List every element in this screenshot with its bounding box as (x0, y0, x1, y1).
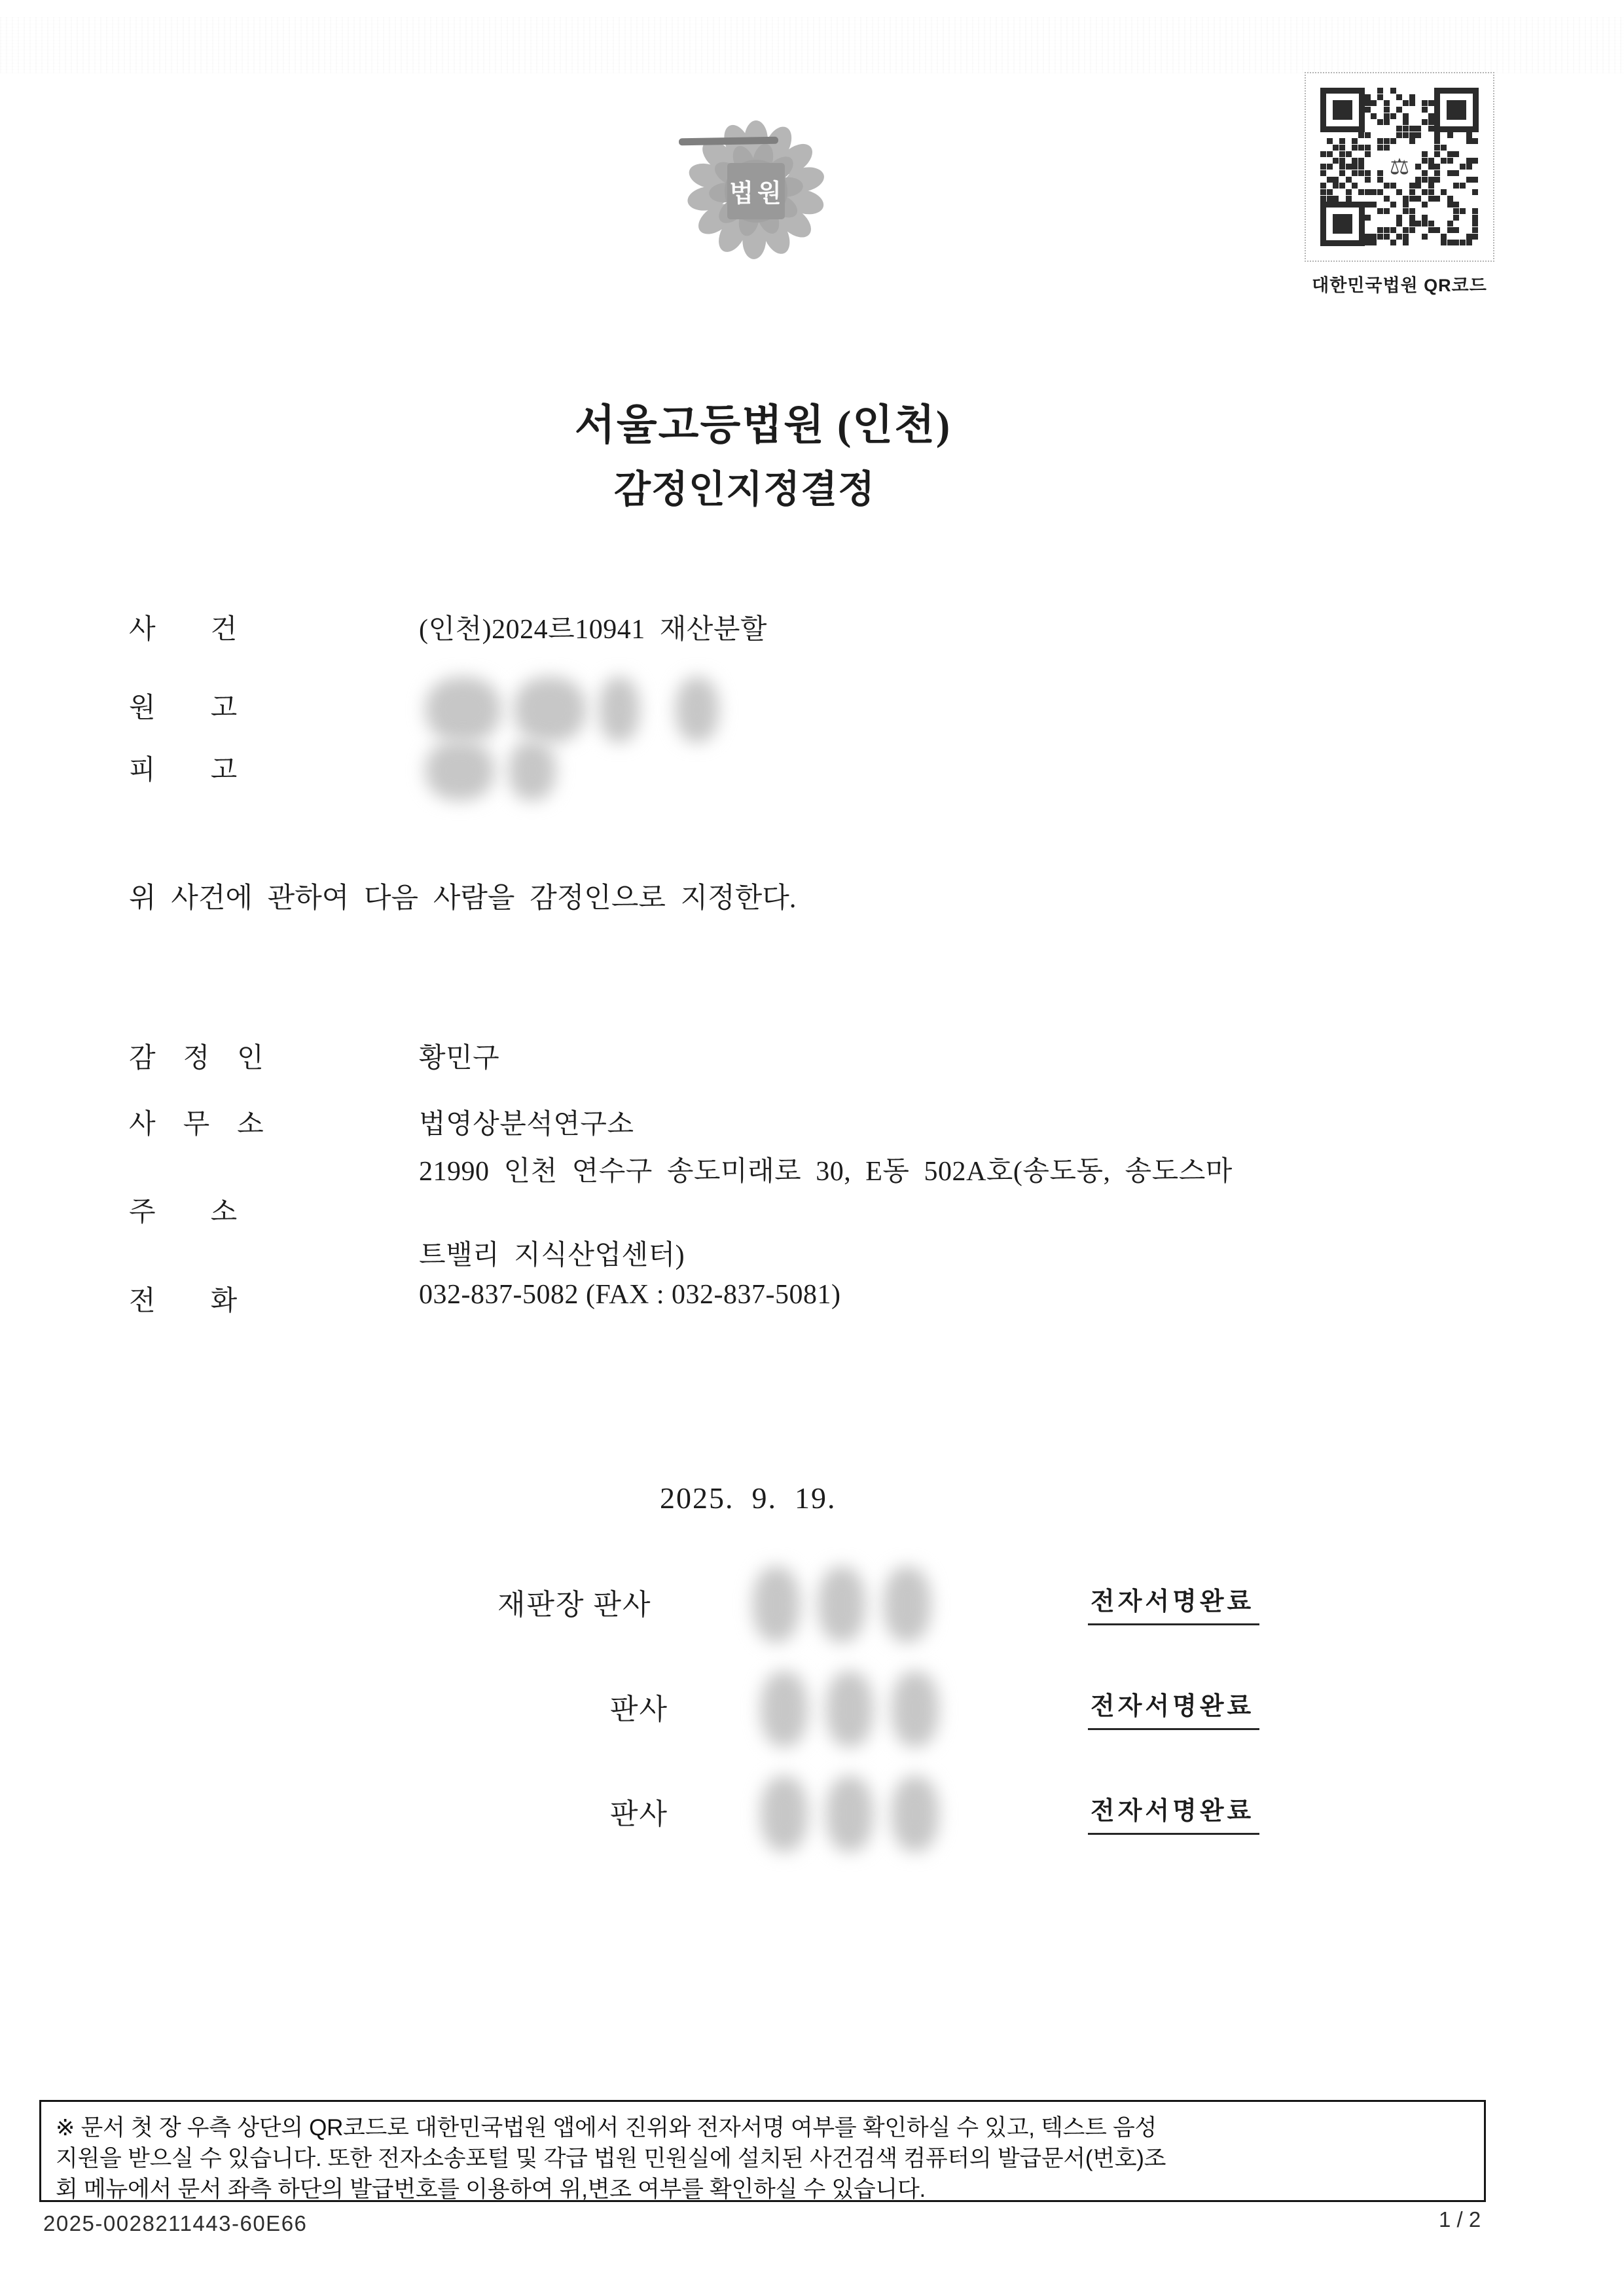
plaintiff-label: 원 고 (129, 693, 238, 723)
qr-finder-icon (1434, 88, 1479, 132)
case-value: (인천)2024르10941 재산분할 (419, 615, 767, 645)
esign-status: 전자서명완료 (1088, 1581, 1259, 1625)
phone-label: 전 화 (129, 1286, 238, 1316)
office-name: 법영상분석연구소 (419, 1110, 634, 1140)
document-type-title: 감정인지정결정 (614, 468, 876, 511)
phone-value: 032-837-5082 (FAX : 032-837-5081) (419, 1280, 841, 1310)
esign-status: 전자서명완료 (1088, 1686, 1259, 1730)
court-seal-icon (677, 110, 835, 267)
qr-code (1305, 72, 1494, 262)
judge-role: 재판장 판사 (497, 1589, 652, 1621)
address-line2: 트밸리 지식산업센터) (419, 1240, 685, 1271)
footer-notice-box (39, 2100, 1486, 2202)
defendant-label: 피 고 (129, 755, 238, 786)
issue-number: 2025-0028211443-60E66 (43, 2211, 308, 2235)
court-logo-icon: ⚖ (1382, 149, 1417, 185)
qr-caption: 대한민국법원 QR코드 (1312, 276, 1487, 295)
esign-status: 전자서명완료 (1088, 1790, 1259, 1835)
qr-finder-icon (1320, 202, 1365, 246)
case-label: 사 건 (129, 615, 238, 645)
judge-role: 판사 (610, 1798, 669, 1830)
appraiser-label: 감 정 인 (129, 1043, 264, 1074)
footer-notice-line: ※ 문서 첫 장 우측 상단의 QR코드로 대한민국법원 앱에서 진위와 전자서명 여부를 확인하실 수 있고, 텍스트 음성 (56, 2115, 1157, 2141)
qr-modules (1320, 88, 1479, 246)
office-label: 사 무 소 (129, 1110, 264, 1140)
page-indicator: 1 / 2 (1439, 2207, 1481, 2232)
judge-role: 판사 (610, 1693, 669, 1726)
address-label: 주 소 (129, 1197, 238, 1227)
defendant-name-redacted (425, 740, 556, 801)
judge-name-redacted (753, 1566, 931, 1642)
judge-name-redacted (761, 1776, 939, 1852)
decision-date: 2025. 9. 19. (660, 1481, 837, 1515)
judge-name-redacted (761, 1671, 939, 1747)
footer-notice-line: 회 메뉴에서 문서 좌측 하단의 발급번호를 이용하여 위,변조 여부를 확인하실 수 있습니다. (56, 2177, 926, 2202)
appraiser-name: 황민구 (419, 1043, 500, 1074)
court-seal-text: 법원 (729, 180, 785, 208)
address-line1: 21990 인천 연수구 송도미래로 30, E동 502A호(송도동, 송도스마 (419, 1157, 1233, 1187)
scan-noise-band (0, 17, 1624, 73)
footer-notice-line: 지원을 받으실 수 있습니다. 또한 전자소송포털 및 각급 법원 민원실에 설치된 사건검색 컴퓨터의 발급문서(번호)조 (56, 2146, 1166, 2171)
qr-finder-icon (1320, 88, 1365, 132)
plaintiff-name-redacted (425, 677, 719, 742)
decision-body-text: 위 사건에 관하여 다음 사람을 감정인으로 지정한다. (129, 883, 797, 914)
court-name-title: 서울고등법원 (인천) (575, 402, 952, 448)
